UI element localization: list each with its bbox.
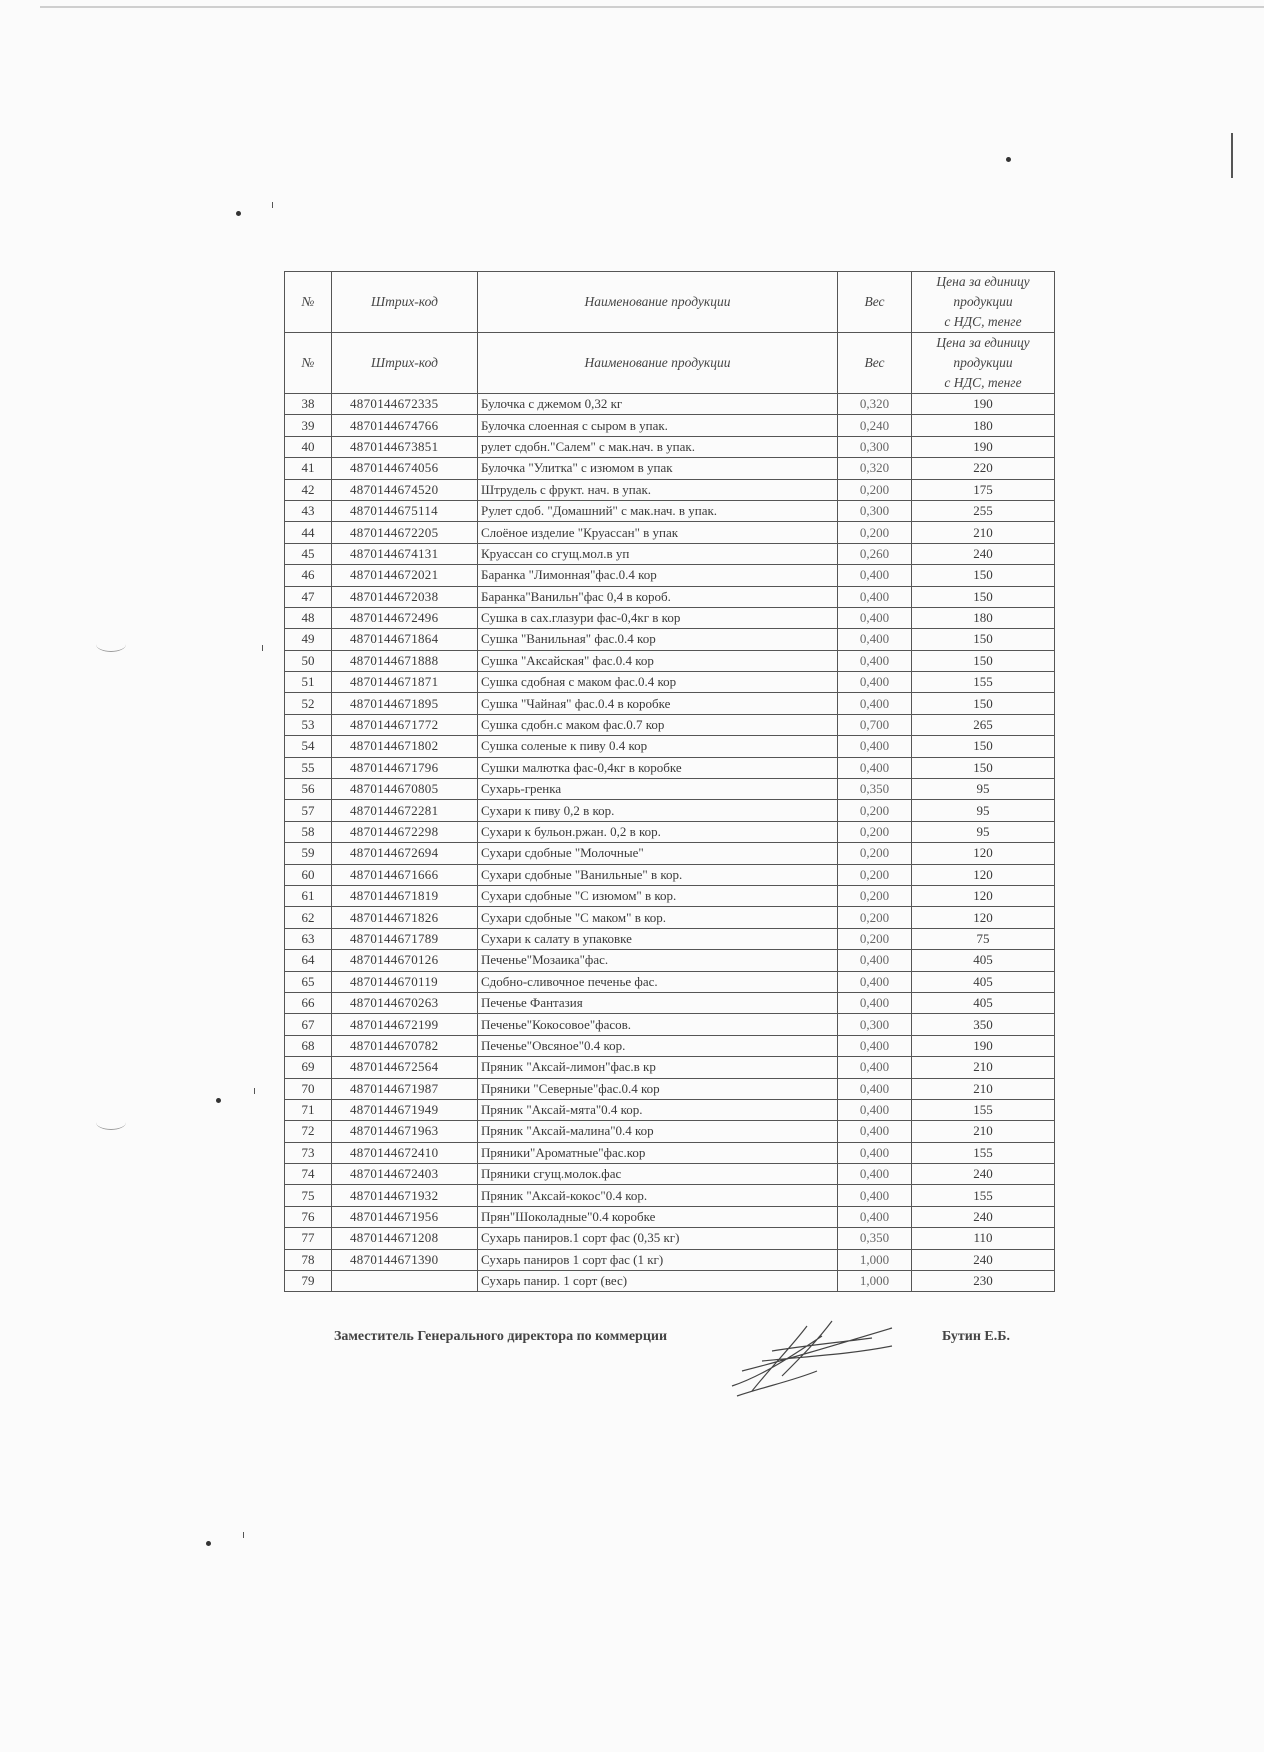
scan-speck xyxy=(254,1088,255,1094)
row-number: 41 xyxy=(285,458,332,479)
row-product-name: Пряник "Аксай-лимон"фас.в кр xyxy=(478,1057,838,1078)
row-number: 39 xyxy=(285,415,332,436)
row-number: 70 xyxy=(285,1078,332,1099)
row-weight: 0,400 xyxy=(838,1121,912,1142)
scan-speck xyxy=(216,1098,221,1103)
row-number: 59 xyxy=(285,843,332,864)
row-price: 180 xyxy=(912,607,1055,628)
row-price: 110 xyxy=(912,1228,1055,1249)
row-product-name: Сушка "Чайная" фас.0.4 в коробке xyxy=(478,693,838,714)
row-weight: 0,200 xyxy=(838,885,912,906)
row-barcode: 4870144672038 xyxy=(332,586,478,607)
row-price: 405 xyxy=(912,950,1055,971)
row-price: 150 xyxy=(912,586,1055,607)
row-weight: 0,400 xyxy=(838,736,912,757)
scan-speck xyxy=(206,1541,211,1546)
row-barcode: 4870144670126 xyxy=(332,950,478,971)
header-barcode: Штрих-код xyxy=(332,333,478,394)
row-number: 53 xyxy=(285,714,332,735)
row-number: 56 xyxy=(285,779,332,800)
row-barcode: 4870144671208 xyxy=(332,1228,478,1249)
punch-hole-mark xyxy=(96,1115,126,1130)
row-price: 350 xyxy=(912,1014,1055,1035)
row-barcode: 4870144671666 xyxy=(332,864,478,885)
row-product-name: Сухари сдобные "С маком" в кор. xyxy=(478,907,838,928)
row-weight: 0,400 xyxy=(838,1099,912,1120)
signature-block xyxy=(334,1329,1034,1359)
row-barcode: 4870144671987 xyxy=(332,1078,478,1099)
row-barcode: 4870144672021 xyxy=(332,565,478,586)
row-product-name: Печенье"Мозаика"фас. xyxy=(478,950,838,971)
row-barcode: 4870144670805 xyxy=(332,779,478,800)
header-weight: Вес xyxy=(838,333,912,394)
table-row xyxy=(285,607,1055,628)
row-weight: 0,400 xyxy=(838,565,912,586)
row-price: 150 xyxy=(912,736,1055,757)
row-product-name: Сухарь панир. 1 сорт (вес) xyxy=(478,1271,838,1292)
row-number: 48 xyxy=(285,607,332,628)
row-barcode: 4870144670782 xyxy=(332,1035,478,1056)
row-weight: 0,200 xyxy=(838,821,912,842)
row-price: 190 xyxy=(912,1035,1055,1056)
table-row xyxy=(285,1228,1055,1249)
row-weight: 0,400 xyxy=(838,607,912,628)
row-price: 255 xyxy=(912,500,1055,521)
row-barcode: 4870144671789 xyxy=(332,928,478,949)
scan-speck xyxy=(272,202,273,208)
row-barcode: 4870144671796 xyxy=(332,757,478,778)
row-product-name: Булочка слоенная с сыром в упак. xyxy=(478,415,838,436)
row-product-name: Пряник "Аксай-мята"0.4 кор. xyxy=(478,1099,838,1120)
row-barcode: 4870144672199 xyxy=(332,1014,478,1035)
row-price: 95 xyxy=(912,800,1055,821)
row-weight: 1,000 xyxy=(838,1249,912,1270)
row-weight: 0,400 xyxy=(838,1035,912,1056)
table-row xyxy=(285,950,1055,971)
row-barcode: 4870144675114 xyxy=(332,500,478,521)
row-number: 42 xyxy=(285,479,332,500)
scan-speck xyxy=(1006,157,1011,162)
scan-edge xyxy=(40,6,1264,8)
row-price: 120 xyxy=(912,843,1055,864)
row-product-name: Прян"Шоколадные"0.4 коробке xyxy=(478,1206,838,1227)
header-barcode: Штрих-код xyxy=(332,272,478,333)
row-barcode: 4870144670119 xyxy=(332,971,478,992)
row-number: 66 xyxy=(285,992,332,1013)
table-row xyxy=(285,1185,1055,1206)
row-weight: 0,400 xyxy=(838,629,912,650)
row-barcode: 4870144671772 xyxy=(332,714,478,735)
table-row xyxy=(285,394,1055,415)
row-price: 220 xyxy=(912,458,1055,479)
row-number: 57 xyxy=(285,800,332,821)
row-barcode: 4870144673851 xyxy=(332,436,478,457)
row-weight: 1,000 xyxy=(838,1271,912,1292)
row-barcode: 4870144670263 xyxy=(332,992,478,1013)
header-price-line2: продукции xyxy=(953,355,1013,370)
header-price xyxy=(912,333,1055,394)
scan-speck xyxy=(262,645,263,651)
row-product-name: Печенье Фантазия xyxy=(478,992,838,1013)
row-number: 65 xyxy=(285,971,332,992)
table-row xyxy=(285,479,1055,500)
header-price-line2: продукции xyxy=(953,294,1013,309)
row-weight: 0,200 xyxy=(838,928,912,949)
row-product-name: Печенье"Кокосовое"фасов. xyxy=(478,1014,838,1035)
row-weight: 0,200 xyxy=(838,907,912,928)
row-weight: 0,300 xyxy=(838,500,912,521)
table-row xyxy=(285,1164,1055,1185)
table-row xyxy=(285,1206,1055,1227)
row-number: 61 xyxy=(285,885,332,906)
row-price: 155 xyxy=(912,672,1055,693)
row-barcode: 4870144671888 xyxy=(332,650,478,671)
table-row xyxy=(285,779,1055,800)
row-barcode: 4870144672403 xyxy=(332,1164,478,1185)
row-price: 150 xyxy=(912,693,1055,714)
row-product-name: Сушка "Аксайская" фас.0.4 кор xyxy=(478,650,838,671)
row-weight: 0,400 xyxy=(838,992,912,1013)
row-number: 44 xyxy=(285,522,332,543)
row-barcode: 4870144671864 xyxy=(332,629,478,650)
row-weight: 0,400 xyxy=(838,1164,912,1185)
row-number: 52 xyxy=(285,693,332,714)
row-product-name: Сушка в сах.глазури фас-0,4кг в кор xyxy=(478,607,838,628)
table-row xyxy=(285,800,1055,821)
row-number: 73 xyxy=(285,1142,332,1163)
row-price: 120 xyxy=(912,864,1055,885)
row-weight: 0,200 xyxy=(838,479,912,500)
handwritten-signature xyxy=(722,1316,902,1401)
row-price: 75 xyxy=(912,928,1055,949)
row-product-name: Рулет сдоб. "Домашний" с мак.нач. в упак. xyxy=(478,500,838,521)
row-barcode: 4870144674056 xyxy=(332,458,478,479)
row-number: 72 xyxy=(285,1121,332,1142)
row-weight: 0,400 xyxy=(838,1142,912,1163)
row-price: 240 xyxy=(912,1206,1055,1227)
row-number: 46 xyxy=(285,565,332,586)
table-row xyxy=(285,458,1055,479)
row-price: 240 xyxy=(912,1164,1055,1185)
row-barcode: 4870144672205 xyxy=(332,522,478,543)
table-row xyxy=(285,415,1055,436)
row-number: 68 xyxy=(285,1035,332,1056)
table-row xyxy=(285,1121,1055,1142)
table-row xyxy=(285,1099,1055,1120)
row-product-name: Сдобно-сливочное печенье фас. xyxy=(478,971,838,992)
table-row xyxy=(285,928,1055,949)
row-number: 45 xyxy=(285,543,332,564)
header-price-line3: с НДС, тенге xyxy=(944,375,1022,390)
table-row xyxy=(285,714,1055,735)
table-row xyxy=(285,864,1055,885)
row-product-name: Печенье"Овсяное"0.4 кор. xyxy=(478,1035,838,1056)
row-weight: 0,400 xyxy=(838,650,912,671)
row-price: 240 xyxy=(912,543,1055,564)
price-table xyxy=(284,271,1055,1292)
header-price xyxy=(912,272,1055,333)
row-number: 79 xyxy=(285,1271,332,1292)
table-row xyxy=(285,736,1055,757)
header-num: № xyxy=(285,272,332,333)
row-product-name: Сухарь паниров.1 сорт фас (0,35 кг) xyxy=(478,1228,838,1249)
row-weight: 0,200 xyxy=(838,800,912,821)
row-number: 75 xyxy=(285,1185,332,1206)
row-number: 67 xyxy=(285,1014,332,1035)
row-weight: 0,240 xyxy=(838,415,912,436)
punch-hole-mark xyxy=(96,637,126,652)
row-number: 76 xyxy=(285,1206,332,1227)
scan-mark xyxy=(1231,133,1233,178)
row-weight: 0,400 xyxy=(838,586,912,607)
row-barcode: 4870144672694 xyxy=(332,843,478,864)
row-price: 150 xyxy=(912,629,1055,650)
signature-title: Заместитель Генерального директора по коммерции xyxy=(334,1329,668,1344)
table-row xyxy=(285,1271,1055,1292)
row-price: 95 xyxy=(912,779,1055,800)
row-product-name: Сухари сдобные "С изюмом" в кор. xyxy=(478,885,838,906)
row-product-name: Булочка с джемом 0,32 кг xyxy=(478,394,838,415)
header-price-line3: с НДС, тенге xyxy=(944,314,1022,329)
row-price: 210 xyxy=(912,522,1055,543)
row-number: 51 xyxy=(285,672,332,693)
row-weight: 0,200 xyxy=(838,522,912,543)
row-barcode: 4870144671826 xyxy=(332,907,478,928)
row-price: 155 xyxy=(912,1099,1055,1120)
row-price: 190 xyxy=(912,394,1055,415)
row-weight: 0,400 xyxy=(838,757,912,778)
row-weight: 0,400 xyxy=(838,693,912,714)
table-row xyxy=(285,971,1055,992)
row-price: 240 xyxy=(912,1249,1055,1270)
row-barcode: 4870144674520 xyxy=(332,479,478,500)
row-barcode: 4870144671932 xyxy=(332,1185,478,1206)
table-row xyxy=(285,821,1055,842)
row-weight: 0,200 xyxy=(838,864,912,885)
row-number: 60 xyxy=(285,864,332,885)
row-number: 78 xyxy=(285,1249,332,1270)
row-weight: 0,700 xyxy=(838,714,912,735)
table-row xyxy=(285,500,1055,521)
row-barcode xyxy=(332,1271,478,1292)
row-price: 230 xyxy=(912,1271,1055,1292)
row-barcode: 4870144671949 xyxy=(332,1099,478,1120)
row-number: 71 xyxy=(285,1099,332,1120)
row-number: 62 xyxy=(285,907,332,928)
table-row xyxy=(285,885,1055,906)
row-product-name: Пряники "Северные"фас.0.4 кор xyxy=(478,1078,838,1099)
row-price: 155 xyxy=(912,1185,1055,1206)
table-row xyxy=(285,522,1055,543)
table-row xyxy=(285,1057,1055,1078)
row-weight: 0,400 xyxy=(838,971,912,992)
row-weight: 0,350 xyxy=(838,779,912,800)
row-product-name: Булочка "Улитка" с изюмом в упак xyxy=(478,458,838,479)
row-product-name: Пряники сгущ.молок.фас xyxy=(478,1164,838,1185)
row-weight: 0,400 xyxy=(838,672,912,693)
row-product-name: Сухарь-гренка xyxy=(478,779,838,800)
scan-speck xyxy=(236,211,241,216)
row-barcode: 4870144672298 xyxy=(332,821,478,842)
row-product-name: Сухари сдобные "Молочные" xyxy=(478,843,838,864)
row-product-name: Сушка сдобн.с маком фас.0.7 кор xyxy=(478,714,838,735)
row-weight: 0,400 xyxy=(838,1078,912,1099)
row-barcode: 4870144672496 xyxy=(332,607,478,628)
row-weight: 0,200 xyxy=(838,843,912,864)
row-product-name: Сушка сдобная с маком фас.0.4 кор xyxy=(478,672,838,693)
row-barcode: 4870144671390 xyxy=(332,1249,478,1270)
row-weight: 0,300 xyxy=(838,436,912,457)
row-number: 43 xyxy=(285,500,332,521)
row-number: 50 xyxy=(285,650,332,671)
row-number: 54 xyxy=(285,736,332,757)
row-product-name: Штрудель с фрукт. нач. в упак. xyxy=(478,479,838,500)
table-row xyxy=(285,757,1055,778)
row-weight: 0,350 xyxy=(838,1228,912,1249)
row-weight: 0,320 xyxy=(838,394,912,415)
row-price: 180 xyxy=(912,415,1055,436)
row-barcode: 4870144672281 xyxy=(332,800,478,821)
row-price: 210 xyxy=(912,1078,1055,1099)
row-number: 74 xyxy=(285,1164,332,1185)
row-number: 55 xyxy=(285,757,332,778)
row-weight: 0,400 xyxy=(838,1185,912,1206)
row-price: 190 xyxy=(912,436,1055,457)
row-product-name: Баранка"Ванильн"фас 0,4 в короб. xyxy=(478,586,838,607)
header-weight: Вес xyxy=(838,272,912,333)
table-row xyxy=(285,629,1055,650)
row-barcode: 4870144672410 xyxy=(332,1142,478,1163)
row-product-name: Сухари сдобные "Ванильные" в кор. xyxy=(478,864,838,885)
row-barcode: 4870144674766 xyxy=(332,415,478,436)
table-row xyxy=(285,543,1055,564)
header-name: Наименование продукции xyxy=(478,272,838,333)
header-name: Наименование продукции xyxy=(478,333,838,394)
row-product-name: Баранка "Лимонная"фас.0.4 кор xyxy=(478,565,838,586)
row-number: 58 xyxy=(285,821,332,842)
table-row xyxy=(285,693,1055,714)
table-row xyxy=(285,650,1055,671)
row-number: 64 xyxy=(285,950,332,971)
header-num: № xyxy=(285,333,332,394)
row-price: 155 xyxy=(912,1142,1055,1163)
row-barcode: 4870144671871 xyxy=(332,672,478,693)
row-number: 38 xyxy=(285,394,332,415)
row-price: 120 xyxy=(912,885,1055,906)
table-row xyxy=(285,672,1055,693)
row-barcode: 4870144671895 xyxy=(332,693,478,714)
row-number: 47 xyxy=(285,586,332,607)
row-weight: 0,320 xyxy=(838,458,912,479)
row-price: 150 xyxy=(912,565,1055,586)
row-price: 120 xyxy=(912,907,1055,928)
row-price: 175 xyxy=(912,479,1055,500)
row-weight: 0,260 xyxy=(838,543,912,564)
table-row xyxy=(285,1078,1055,1099)
table-row xyxy=(285,586,1055,607)
row-price: 150 xyxy=(912,757,1055,778)
row-weight: 0,400 xyxy=(838,1206,912,1227)
table-row xyxy=(285,843,1055,864)
row-price: 210 xyxy=(912,1121,1055,1142)
table-row xyxy=(285,1014,1055,1035)
row-product-name: Слоёное изделие "Круассан" в упак xyxy=(478,522,838,543)
table-header-row xyxy=(285,333,1055,394)
row-number: 49 xyxy=(285,629,332,650)
row-product-name: Сушка соленые к пиву 0.4 кор xyxy=(478,736,838,757)
table-header-row xyxy=(285,272,1055,333)
row-barcode: 4870144671819 xyxy=(332,885,478,906)
table-row xyxy=(285,1249,1055,1270)
table-row xyxy=(285,565,1055,586)
row-barcode: 4870144671956 xyxy=(332,1206,478,1227)
row-number: 40 xyxy=(285,436,332,457)
row-barcode: 4870144671963 xyxy=(332,1121,478,1142)
row-price: 265 xyxy=(912,714,1055,735)
row-barcode: 4870144672564 xyxy=(332,1057,478,1078)
row-barcode: 4870144672335 xyxy=(332,394,478,415)
table-row xyxy=(285,436,1055,457)
header-price-line1: Цена за единицу xyxy=(936,335,1030,350)
row-weight: 0,300 xyxy=(838,1014,912,1035)
row-barcode: 4870144671802 xyxy=(332,736,478,757)
row-price: 405 xyxy=(912,971,1055,992)
table-row xyxy=(285,907,1055,928)
table-row xyxy=(285,1035,1055,1056)
row-price: 150 xyxy=(912,650,1055,671)
row-product-name: Сушки малютка фас-0,4кг в коробке xyxy=(478,757,838,778)
row-weight: 0,400 xyxy=(838,1057,912,1078)
row-product-name: Сушка "Ванильная" фас.0.4 кор xyxy=(478,629,838,650)
row-price: 405 xyxy=(912,992,1055,1013)
row-price: 95 xyxy=(912,821,1055,842)
row-number: 77 xyxy=(285,1228,332,1249)
row-product-name: Пряник "Аксай-малина"0.4 кор xyxy=(478,1121,838,1142)
scan-speck xyxy=(243,1532,244,1538)
header-price-line1: Цена за единицу xyxy=(936,274,1030,289)
row-product-name: Сухарь паниров 1 сорт фас (1 кг) xyxy=(478,1249,838,1270)
row-product-name: Пряник "Аксай-кокос"0.4 кор. xyxy=(478,1185,838,1206)
row-product-name: Сухари к пиву 0,2 в кор. xyxy=(478,800,838,821)
signature-name: Бутин Е.Б. xyxy=(942,1329,1011,1344)
row-product-name: рулет сдобн."Салем" с мак.нач. в упак. xyxy=(478,436,838,457)
row-product-name: Сухари к салату в упаковке xyxy=(478,928,838,949)
row-number: 63 xyxy=(285,928,332,949)
row-barcode: 4870144674131 xyxy=(332,543,478,564)
row-price: 210 xyxy=(912,1057,1055,1078)
row-product-name: Круассан со сгущ.мол.в уп xyxy=(478,543,838,564)
row-weight: 0,400 xyxy=(838,950,912,971)
row-product-name: Сухари к бульон.ржан. 0,2 в кор. xyxy=(478,821,838,842)
table-row xyxy=(285,992,1055,1013)
row-number: 69 xyxy=(285,1057,332,1078)
row-product-name: Пряники"Ароматные"фас.кор xyxy=(478,1142,838,1163)
table-row xyxy=(285,1142,1055,1163)
